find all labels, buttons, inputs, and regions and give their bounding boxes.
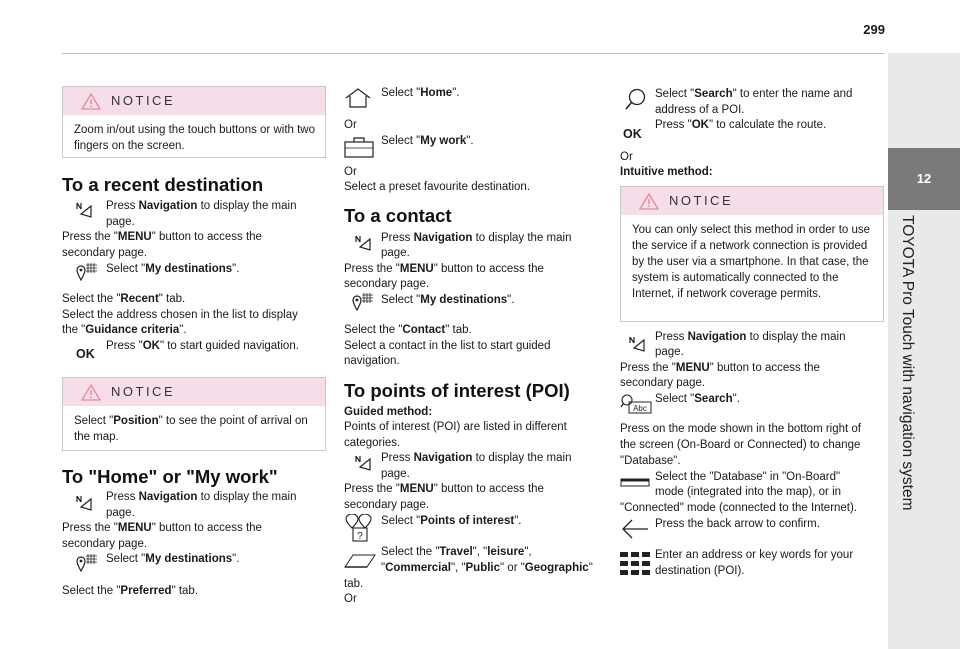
step-text: Or xyxy=(344,166,357,178)
step-text: Press "OK" to start guided navigation. xyxy=(106,340,299,352)
navigation-arrow-icon xyxy=(75,201,93,219)
step-text: "Database". xyxy=(620,455,681,467)
briefcase-icon xyxy=(344,137,374,159)
step-text: Select the "Recent" tab. xyxy=(62,293,186,305)
notice-text: You can only select this method in order to use the service if a network connection is provided by the user via a smartphone. In that case, the system is automatically connected to the Internet, if network coverage permits. xyxy=(632,224,871,300)
subheading: Guided method: xyxy=(344,406,433,418)
step-text: categories. xyxy=(344,437,401,449)
page-number: 299 xyxy=(863,22,885,37)
step-text: Select the "Travel", "leisure", xyxy=(381,546,532,558)
step-text: Select "My destinations". xyxy=(381,294,515,306)
step-text: Points of interest (POI) are listed in different xyxy=(344,421,567,433)
svg-text:?: ? xyxy=(357,531,363,542)
step-text: Press Navigation to display the main xyxy=(381,452,572,464)
map-pin-grid-icon xyxy=(352,292,374,312)
warning-triangle-icon xyxy=(81,384,101,401)
step-text: Press Navigation to display the main xyxy=(381,232,572,244)
chapter-tab[interactable]: 12 xyxy=(888,148,960,210)
step-text: secondary page. xyxy=(62,247,148,259)
ok-icon: OK xyxy=(76,347,95,361)
warning-triangle-icon xyxy=(81,93,101,110)
travel-icon xyxy=(344,551,376,569)
step-text: page. xyxy=(381,468,410,480)
step-text: page. xyxy=(381,247,410,259)
heading-recent-destination: To a recent destination xyxy=(62,174,264,195)
heading-contact: To a contact xyxy=(344,205,452,226)
navigation-arrow-icon xyxy=(628,335,646,353)
map-pin-grid-icon xyxy=(76,262,98,282)
chapter-title: TOYOTA Pro Touch with navigation system xyxy=(899,215,916,511)
notice-title: NOTICE xyxy=(111,384,176,399)
step-text: Enter an address or key words for your xyxy=(655,549,854,561)
home-icon xyxy=(344,87,372,109)
heading-home-work: To "Home" or "My work" xyxy=(62,466,278,487)
step-text: navigation. xyxy=(344,355,400,367)
step-text: page. xyxy=(106,507,135,519)
step-text: mode (integrated into the map), or in xyxy=(655,486,842,498)
step-text: secondary page. xyxy=(620,377,706,389)
step-text: Press Navigation to display the main xyxy=(655,331,846,343)
search-icon xyxy=(624,87,648,111)
step-text: "Connected" mode (connected to the Internet). xyxy=(620,502,858,514)
database-bar-icon xyxy=(620,478,650,488)
step-text: secondary page. xyxy=(62,538,148,550)
step-text: Select the "Preferred" tab. xyxy=(62,585,199,597)
step-text: the "Guidance criteria". xyxy=(62,324,187,336)
step-text: Select the "Contact" tab. xyxy=(344,324,472,336)
step-text: secondary page. xyxy=(344,499,430,511)
notice-header xyxy=(63,378,325,406)
step-text: Select "My destinations". xyxy=(106,553,240,565)
step-text: Select "My destinations". xyxy=(106,263,240,275)
ok-icon: OK xyxy=(623,127,642,141)
step-text: Select the "Database" in "On-Board" xyxy=(655,471,841,483)
step-text: Select a contact in the list to start guided xyxy=(344,340,551,352)
step-text: Select "Search". xyxy=(655,393,740,405)
navigation-arrow-icon xyxy=(354,454,372,472)
navigation-arrow-icon xyxy=(75,494,93,512)
notice-title: NOTICE xyxy=(111,93,176,108)
step-text: Press on the mode shown in the bottom right of xyxy=(620,423,861,435)
svg-text:Abc: Abc xyxy=(633,404,647,413)
step-text: destination (POI). xyxy=(655,565,745,577)
step-text: Press the "MENU" button to access the xyxy=(62,231,262,243)
step-text: Press the "MENU" button to access the xyxy=(344,483,544,495)
step-text: page. xyxy=(106,216,135,228)
warning-triangle-icon xyxy=(639,193,659,210)
notice-box xyxy=(62,86,326,158)
step-text: secondary page. xyxy=(344,278,430,290)
notice-box xyxy=(62,377,326,451)
notice-box xyxy=(620,186,884,322)
poi-icon xyxy=(345,514,375,542)
notice-header xyxy=(63,87,325,115)
step-text: the screen (On-Board or Connected) to change xyxy=(620,439,861,451)
step-text: Press "OK" to calculate the route. xyxy=(655,119,827,131)
header-rule xyxy=(62,53,884,54)
keyboard-icon xyxy=(620,393,652,415)
step-text: Select "Search" to enter the name and xyxy=(655,88,853,100)
subheading: Intuitive method: xyxy=(620,166,713,178)
notice-title: NOTICE xyxy=(669,193,734,208)
step-text: Select the address chosen in the list to display xyxy=(62,309,298,321)
step-text: tab. xyxy=(344,578,364,590)
step-text: Or xyxy=(344,119,357,131)
step-text: Or xyxy=(620,151,633,163)
step-text: Press the back arrow to confirm. xyxy=(655,518,820,530)
notice-text: Zoom in/out using the touch buttons or with two fingers on the screen. xyxy=(74,124,315,152)
step-text: Select "Points of interest". xyxy=(381,515,522,527)
navigation-arrow-icon xyxy=(354,234,372,252)
step-text: Press the "MENU" button to access the xyxy=(620,362,820,374)
list-grid-icon xyxy=(620,552,650,576)
step-text: Press the "MENU" button to access the xyxy=(344,263,544,275)
step-text: Press Navigation to display the main xyxy=(106,491,297,503)
step-text: Or xyxy=(344,593,357,605)
map-pin-grid-icon xyxy=(76,553,98,573)
step-text: Select "My work". xyxy=(381,135,474,147)
step-text: address of a POI. xyxy=(655,104,745,116)
step-text: Select a preset favourite destination. xyxy=(344,181,531,193)
notice-text: Select "Position" to see the point of arrival on the map. xyxy=(74,415,308,443)
step-text: "Commercial", "Public" or "Geographic" xyxy=(381,562,593,574)
back-arrow-icon xyxy=(620,518,650,540)
step-text: Press Navigation to display the main xyxy=(106,200,297,212)
step-text: Press the "MENU" button to access the xyxy=(62,522,262,534)
heading-poi: To points of interest (POI) xyxy=(344,380,570,401)
step-text: Select "Home". xyxy=(381,87,460,99)
step-text: page. xyxy=(655,346,684,358)
notice-header xyxy=(621,187,883,215)
